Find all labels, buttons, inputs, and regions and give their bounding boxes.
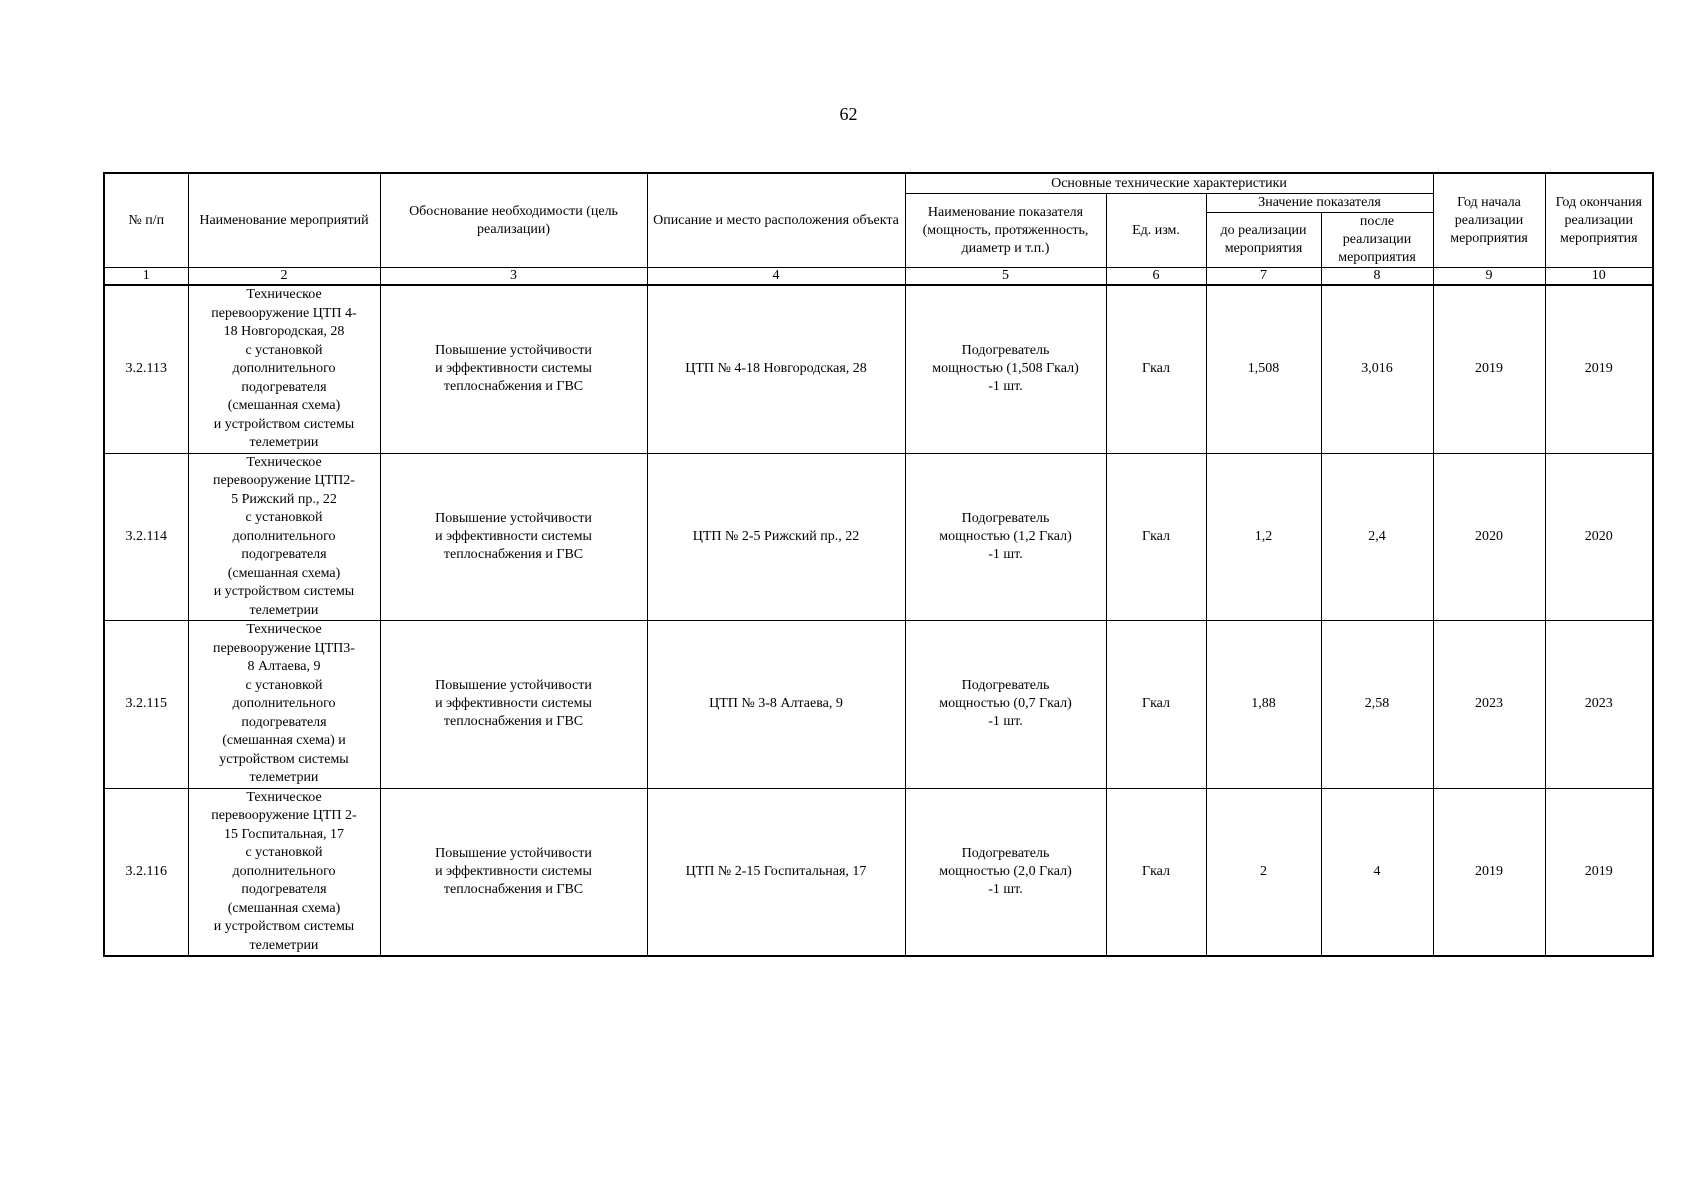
page-number: 62 [839, 104, 858, 124]
cell-after: 4 [1321, 788, 1433, 956]
column-number: 9 [1433, 268, 1545, 286]
column-number: 2 [188, 268, 380, 286]
cell-unit: Гкал [1106, 621, 1206, 789]
cell-after: 2,4 [1321, 453, 1433, 621]
cell-start-year: 2020 [1433, 453, 1545, 621]
column-number: 7 [1206, 268, 1321, 286]
cell-unit: Гкал [1106, 285, 1206, 453]
cell-description: ЦТП № 2-5 Рижский пр., 22 [647, 453, 905, 621]
table-row [104, 285, 1653, 453]
column-number: 3 [380, 268, 647, 286]
cell-num: 3.2.116 [104, 788, 188, 956]
header-tech-group: Основные технические характеристики [905, 173, 1433, 194]
cell-end-year: 2020 [1545, 453, 1653, 621]
header-num: № п/п [104, 173, 188, 268]
cell-before: 1,88 [1206, 621, 1321, 789]
header-indicator-name: Наименование показателя (мощность, протяженность, диаметр и т.п.) [905, 194, 1106, 268]
header-after: после реализации мероприятия [1321, 213, 1433, 268]
header-before: до реализации мероприятия [1206, 213, 1321, 268]
header-justification: Обоснование необходимости (цель реализации) [380, 173, 647, 268]
column-number: 10 [1545, 268, 1653, 286]
header-start-year: Год начала реализации мероприятия [1433, 173, 1545, 268]
table-row [104, 788, 1653, 956]
table-row [104, 621, 1653, 789]
cell-unit: Гкал [1106, 788, 1206, 956]
cell-start-year: 2019 [1433, 788, 1545, 956]
cell-before: 1,2 [1206, 453, 1321, 621]
header-name: Наименование мероприятий [188, 173, 380, 268]
cell-description: ЦТП № 3-8 Алтаева, 9 [647, 621, 905, 789]
column-number: 5 [905, 268, 1106, 286]
measures-table [103, 172, 1654, 957]
cell-end-year: 2023 [1545, 621, 1653, 789]
header-unit: Ед. изм. [1106, 194, 1206, 268]
cell-name: Техническое перевооружение ЦТП2- 5 Рижский пр., 22 с установкой дополнительного подогревателя (смешанная схема) и устройством системы телеметрии [188, 453, 380, 621]
cell-start-year: 2019 [1433, 285, 1545, 453]
cell-end-year: 2019 [1545, 285, 1653, 453]
cell-justification: Повышение устойчивости и эффективности системы теплоснабжения и ГВС [380, 285, 647, 453]
cell-num: 3.2.115 [104, 621, 188, 789]
cell-justification: Повышение устойчивости и эффективности системы теплоснабжения и ГВС [380, 621, 647, 789]
cell-after: 3,016 [1321, 285, 1433, 453]
cell-end-year: 2019 [1545, 788, 1653, 956]
table-row [104, 453, 1653, 621]
cell-name: Техническое перевооружение ЦТП 2- 15 Госпитальная, 17 с установкой дополнительного подогревателя (смешанная схема) и устройством системы телеметрии [188, 788, 380, 956]
cell-num: 3.2.114 [104, 453, 188, 621]
column-number: 6 [1106, 268, 1206, 286]
cell-unit: Гкал [1106, 453, 1206, 621]
cell-description: ЦТП № 4-18 Новгородская, 28 [647, 285, 905, 453]
cell-indicator: Подогреватель мощностью (1,508 Гкал) -1 шт. [905, 285, 1106, 453]
column-number: 4 [647, 268, 905, 286]
header-value-group: Значение показателя [1206, 194, 1433, 213]
cell-description: ЦТП № 2-15 Госпитальная, 17 [647, 788, 905, 956]
cell-indicator: Подогреватель мощностью (0,7 Гкал) -1 шт. [905, 621, 1106, 789]
column-number: 1 [104, 268, 188, 286]
cell-name: Техническое перевооружение ЦТП3- 8 Алтаева, 9 с установкой дополнительного подогревателя (смешанная схема) и устройством системы телеметрии [188, 621, 380, 789]
cell-after: 2,58 [1321, 621, 1433, 789]
cell-before: 2 [1206, 788, 1321, 956]
cell-name: Техническое перевооружение ЦТП 4- 18 Новгородская, 28 с установкой дополнительного подогревателя (смешанная схема) и устройством системы телеметрии [188, 285, 380, 453]
cell-justification: Повышение устойчивости и эффективности системы теплоснабжения и ГВС [380, 788, 647, 956]
cell-indicator: Подогреватель мощностью (1,2 Гкал) -1 шт. [905, 453, 1106, 621]
cell-start-year: 2023 [1433, 621, 1545, 789]
cell-indicator: Подогреватель мощностью (2,0 Гкал) -1 шт. [905, 788, 1106, 956]
header-description: Описание и место расположения объекта [647, 173, 905, 268]
header-end-year: Год окончания реализации мероприятия [1545, 173, 1653, 268]
cell-justification: Повышение устойчивости и эффективности системы теплоснабжения и ГВС [380, 453, 647, 621]
cell-before: 1,508 [1206, 285, 1321, 453]
column-number: 8 [1321, 268, 1433, 286]
cell-num: 3.2.113 [104, 285, 188, 453]
